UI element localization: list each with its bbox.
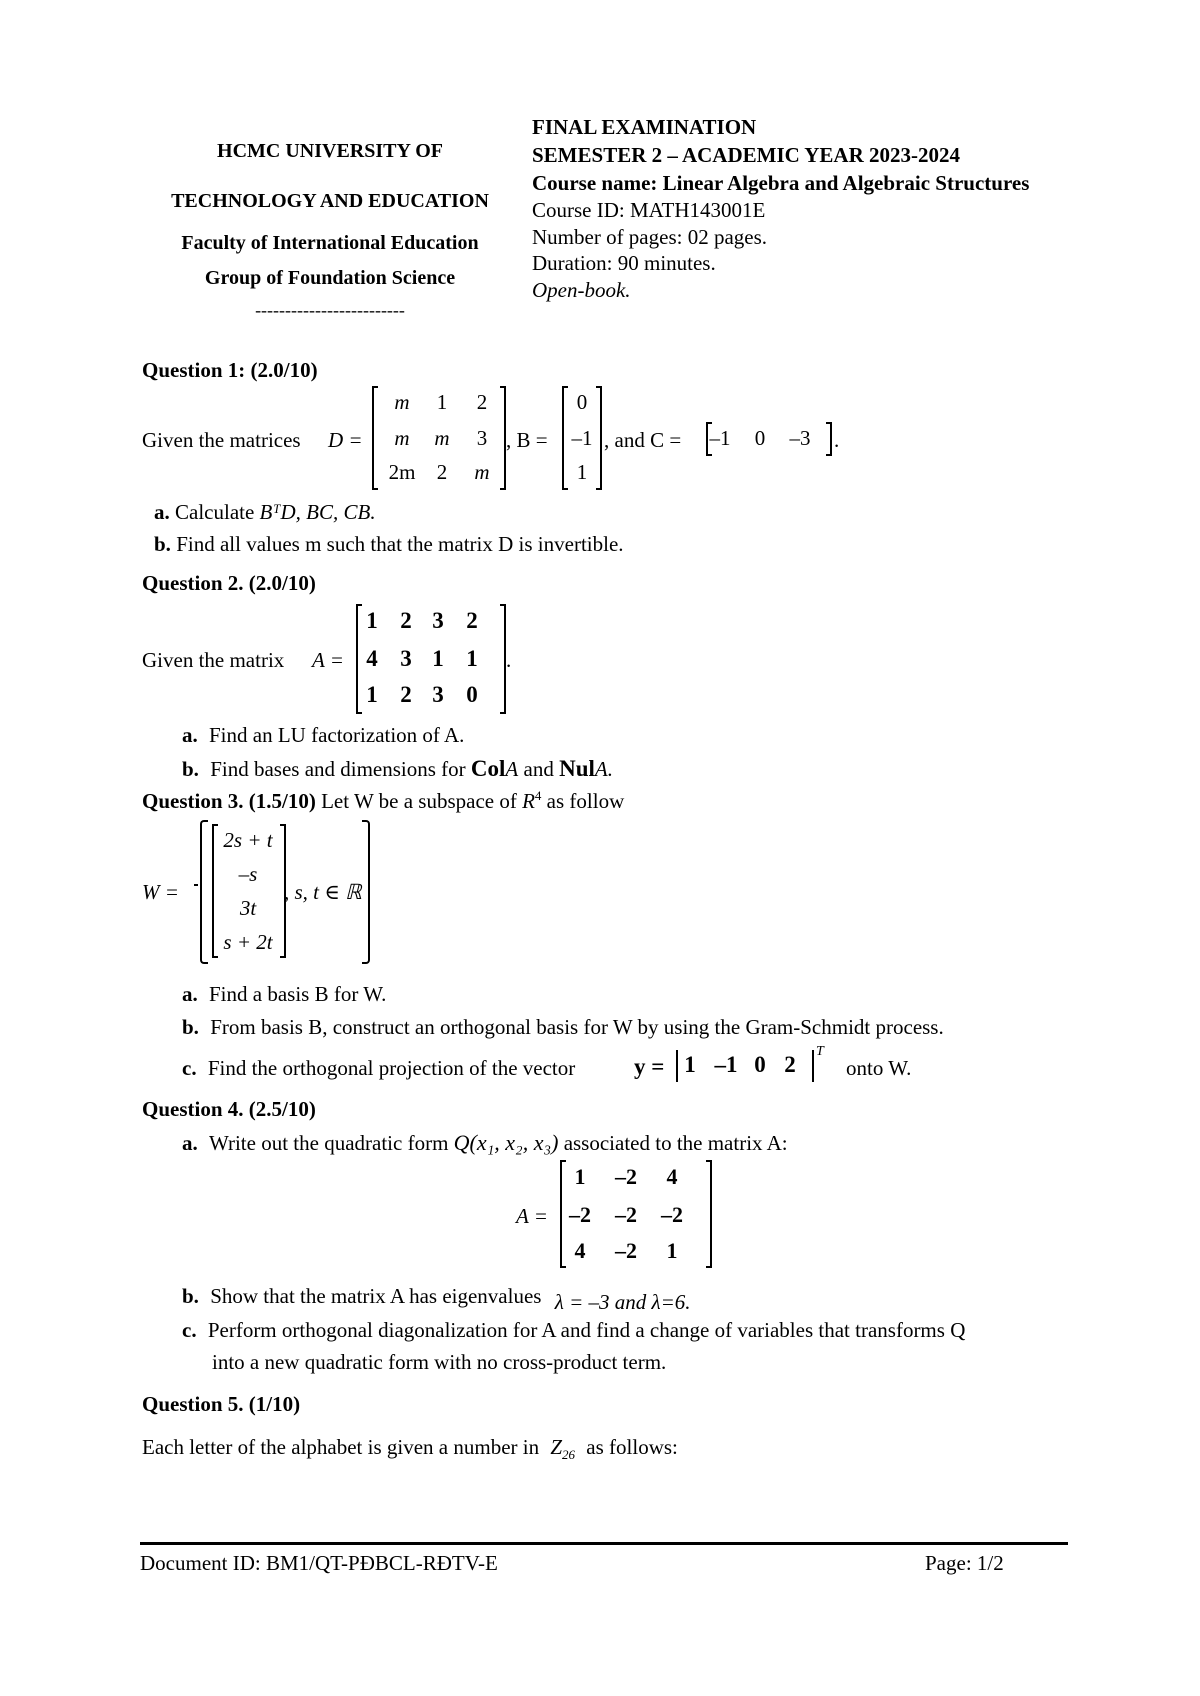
part-label: c. xyxy=(182,1318,197,1342)
matrix-A-quadratic xyxy=(560,1162,712,1266)
question-2-title: Question 2. (2.0/10) xyxy=(142,571,316,595)
vector-y xyxy=(676,1050,814,1082)
right-brace-icon xyxy=(362,820,370,964)
vector-cell: 0 xyxy=(754,1052,766,1077)
number-of-pages: Number of pages: 02 pages. xyxy=(532,225,768,249)
matrix-cell: –2 xyxy=(569,1202,591,1227)
matrix-cell: 2 xyxy=(436,460,448,484)
matrix-cell: –1 xyxy=(571,426,593,450)
q2-a-text: Find an LU factorization of A. xyxy=(209,723,465,747)
q1-C-label: , and C = xyxy=(604,428,682,452)
nul-A: A. xyxy=(594,757,613,781)
q4-b-text: Show that the matrix A has eigenvalues xyxy=(210,1284,542,1308)
q1-a-text: Calculate xyxy=(175,500,255,524)
matrix-cell: 1 xyxy=(576,460,588,484)
exam-title: FINAL EXAMINATION xyxy=(532,115,757,139)
document-id: Document ID: BM1/QT-PĐBCL-RĐTV-E xyxy=(140,1551,498,1575)
course-id: Course ID: MATH143001E xyxy=(532,198,766,222)
matrix-C xyxy=(706,424,832,454)
matrix-cell: 3 xyxy=(432,608,444,633)
course-name-label: Course name: xyxy=(532,171,663,195)
q2-part-a xyxy=(182,723,464,748)
matrix-cell: 1 xyxy=(466,646,478,671)
brace-tip-icon xyxy=(194,884,198,898)
part-label: a. xyxy=(182,723,198,747)
footer-divider xyxy=(140,1542,1068,1545)
col-A: A xyxy=(505,757,519,781)
q2-given-text: Given the matrix xyxy=(142,648,285,672)
q2-b-text: Find bases and dimensions for xyxy=(210,757,466,781)
q3-part-b xyxy=(182,1015,944,1040)
matrix-cell: –2 xyxy=(661,1202,683,1227)
q3-c-text: Find the orthogonal projection of the vector xyxy=(207,1056,576,1080)
q4-b-math: λ = –3 and λ=6. xyxy=(554,1290,691,1314)
q1-given-text: Given the matrices xyxy=(142,428,301,452)
part-label: b. xyxy=(182,757,199,781)
vector-cell: s + 2t xyxy=(223,930,273,954)
matrix-A xyxy=(356,606,506,712)
and-word: and xyxy=(523,757,554,781)
matrix-cell: –2 xyxy=(615,1164,637,1189)
q1-end: . xyxy=(834,428,840,452)
part-label: a. xyxy=(182,1131,198,1155)
matrix-cell: 2m xyxy=(388,460,416,484)
matrix-cell: 1 xyxy=(366,682,378,707)
matrix-cell: 2 xyxy=(400,608,412,633)
q1-part-a xyxy=(154,500,376,525)
q3-c-end: onto W. xyxy=(846,1056,912,1080)
question-5-title: Question 5. (1/10) xyxy=(142,1392,301,1416)
matrix-cell: –1 xyxy=(709,426,731,450)
university-line2: TECHNOLOGY AND EDUCATION xyxy=(171,190,489,212)
part-label: a. xyxy=(154,500,170,524)
matrix-cell: 3 xyxy=(400,646,412,671)
matrix-cell: m xyxy=(394,426,410,450)
page-number: Page: 1/2 xyxy=(925,1551,1004,1575)
vector-cell: 2s + t xyxy=(223,828,273,852)
y-label: y = xyxy=(634,1054,665,1079)
nul-label: Nul xyxy=(559,756,595,781)
q4-A-label: A = xyxy=(516,1204,548,1228)
vector-cell: 2 xyxy=(784,1052,796,1077)
matrix-cell: 2 xyxy=(400,682,412,707)
matrix-cell: 0 xyxy=(466,682,478,707)
question-3-title: Question 3. (1.5/10) xyxy=(142,789,316,813)
matrix-cell: 2 xyxy=(476,390,488,414)
q5-body: Each letter of the alphabet is given a number in xyxy=(142,1435,540,1459)
faculty-name: Faculty of International Education xyxy=(181,232,479,254)
q2-part-b xyxy=(182,756,613,782)
part-label: b. xyxy=(154,532,171,556)
q1-a-math: BᵀD, BC, CB. xyxy=(259,500,376,524)
question-4-title: Question 4. (2.5/10) xyxy=(142,1097,316,1121)
q4-c-text-1: Perform orthogonal diagonalization for A and find a change of variables that transforms Q xyxy=(207,1318,966,1342)
part-label: a. xyxy=(182,982,198,1006)
q4-part-a xyxy=(182,1130,788,1156)
q1-B-label: , B = xyxy=(506,428,548,452)
q3-part-a xyxy=(182,982,386,1007)
q1-part-b xyxy=(154,532,624,557)
matrix-B xyxy=(562,388,602,488)
matrix-cell: 1 xyxy=(432,646,444,671)
q2-end: . xyxy=(506,648,512,672)
q4-a-text-1: Write out the quadratic form xyxy=(209,1131,449,1155)
matrix-cell: 1 xyxy=(666,1238,678,1263)
q3-intro: Let W be a subspace of xyxy=(321,789,517,813)
q3-R-exp: 4 xyxy=(534,788,542,803)
matrix-cell: 1 xyxy=(436,390,448,414)
semester: SEMESTER 2 – ACADEMIC YEAR 2023-2024 xyxy=(532,143,961,167)
matrix-cell: m xyxy=(434,426,450,450)
q5-Z: Z xyxy=(550,1435,563,1459)
q4-part-b xyxy=(182,1284,691,1314)
part-label: b. xyxy=(182,1284,199,1308)
matrix-cell: 4 xyxy=(366,646,378,671)
matrix-cell: 0 xyxy=(576,390,588,414)
q5-text xyxy=(142,1435,678,1463)
matrix-cell: m xyxy=(394,390,410,414)
matrix-cell: –2 xyxy=(615,1238,637,1263)
matrix-cell: 1 xyxy=(574,1164,586,1189)
matrix-cell: 1 xyxy=(366,608,378,633)
matrix-cell: 4 xyxy=(574,1238,586,1263)
duration: Duration: 90 minutes. xyxy=(532,251,716,275)
part-label: c. xyxy=(182,1056,197,1080)
q4-part-c xyxy=(182,1318,965,1343)
vector-cell: –1 xyxy=(714,1052,738,1077)
q5-end: as follows: xyxy=(586,1435,678,1459)
matrix-cell: –3 xyxy=(789,426,811,450)
matrix-D xyxy=(372,388,506,488)
q3-R: R xyxy=(522,789,535,813)
matrix-cell: 3 xyxy=(476,426,488,450)
header-separator: ------------------------- xyxy=(255,300,405,320)
q3-part-c xyxy=(182,1056,575,1081)
vector-cell: –s xyxy=(238,862,258,886)
part-label: b. xyxy=(182,1015,199,1039)
vector-cell: 3t xyxy=(239,896,257,920)
matrix-cell: 0 xyxy=(754,426,766,450)
group-name: Group of Foundation Science xyxy=(204,267,456,289)
course-name xyxy=(532,171,1029,196)
q1-D-label: D = xyxy=(328,428,363,452)
q3-W-label: W = xyxy=(142,880,179,904)
matrix-cell: 4 xyxy=(666,1164,678,1189)
q3-intro-end: as follow xyxy=(546,789,625,813)
course-name-value: Linear Algebra and Algebraic Structures xyxy=(662,171,1030,195)
q4-c-text-2: into a new quadratic form with no cross-product term. xyxy=(212,1350,667,1374)
q4-Q-expr: Q(x₁, x₂, x₃) xyxy=(453,1130,559,1155)
q4-a-text-2: associated to the matrix A: xyxy=(563,1131,788,1155)
matrix-cell: –2 xyxy=(615,1202,637,1227)
q3-b-text: From basis B, construct an orthogonal basis for W by using the Gram-Schmidt process. xyxy=(210,1015,944,1039)
vector-W xyxy=(212,826,286,956)
q3-condition: , s, t ∈ ℝ xyxy=(284,880,362,904)
open-book: Open-book. xyxy=(532,278,631,302)
q2-A-label: A = xyxy=(312,648,344,672)
matrix-cell: m xyxy=(474,460,490,484)
q5-Z-sub: 26 xyxy=(562,1447,576,1463)
matrix-cell: 2 xyxy=(466,608,478,633)
matrix-cell: 3 xyxy=(432,682,444,707)
question-1-title: Question 1: (2.0/10) xyxy=(142,358,318,382)
q1-b-text: Find all values m such that the matrix D is invertible. xyxy=(176,532,624,556)
university-line1: HCMC UNIVERSITY OF xyxy=(217,140,443,162)
col-label: Col xyxy=(470,756,506,781)
question-3-header xyxy=(142,788,624,814)
vector-cell: 1 xyxy=(684,1052,696,1077)
q3-a-text: Find a basis B for W. xyxy=(209,982,387,1006)
left-brace-icon xyxy=(200,820,208,964)
transpose-T: T xyxy=(816,1044,824,1059)
